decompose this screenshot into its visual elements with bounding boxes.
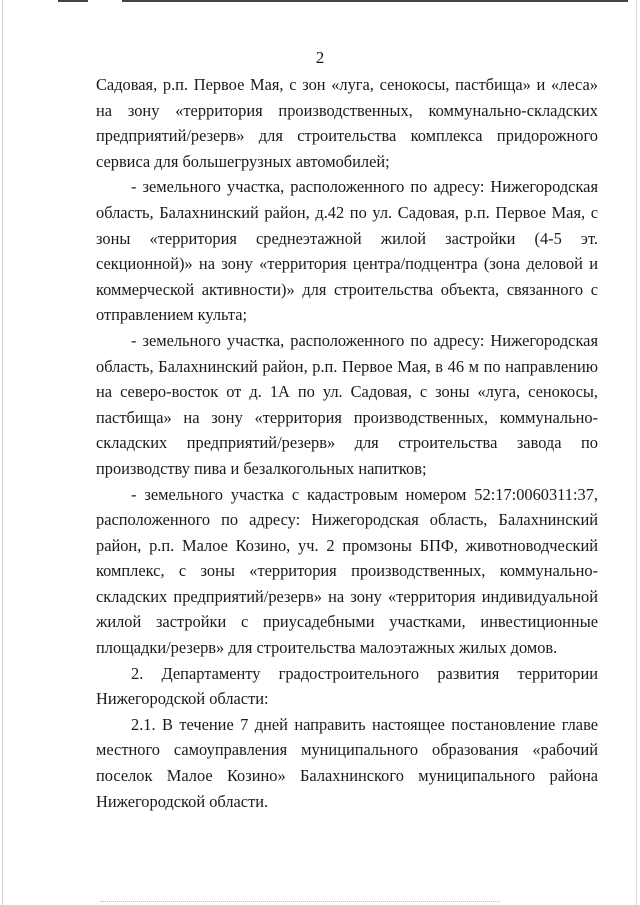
scan-artifact-top-line	[58, 0, 628, 2]
paragraph-land-plot-46m-northeast: - земельного участка, расположенного по адресу: Нижегородская область, Балахнинский район, р.п. Первое Мая, в 46 м по направлению на северо-восток от д. 1А по ул. Садовая, с зоны «луга, сенокосы, пастбища» на зону «территория производственных, коммунально-складских предприятий/резерв» для строительства завода по производству пива и безалкогольных напитков;	[96, 330, 598, 478]
scan-edge-right	[636, 0, 637, 905]
paragraph-continuation: Садовая, р.п. Первое Мая, с зон «луга, сенокосы, пастбища» и «леса» на зону «территория производственных, коммунально-складских предприятий/резерв» для строительства комплекса придорожного сервиса для большегрузных автомобилей;	[96, 75, 598, 171]
paragraph-land-plot-sadovaya-42: - земельного участка, расположенного по адресу: Нижегородская область, Балахнинский район, д.42 по ул. Садовая, р.п. Первое Мая, с зоны «территория среднеэтажной жилой застройки (4-5 эт. секционной)» на зону «территория центра/подцентра (зона деловой и коммерческой активности)» для строительства объекта, связанного с отправлением культа;	[96, 177, 598, 325]
paragraph-land-plot-cadastral: - земельного участка с кадастровым номером 52:17:0060311:37, расположенного по адресу: Нижегородская область, Балахнинский район, р.п. Малое Козино, уч. 2 промзоны БПФ, животноводческий комплекс, с зоны «территория производственных, коммунально-складских предприятий/резерв» на зону «территория индивидуальной жилой застройки с приусадебными участками, инвестиционные площадки/резерв» для строительства малоэтажных жилых домов.	[96, 484, 598, 658]
document-body	[96, 72, 598, 814]
paragraph-item-2: 2. Департаменту градостроительного развития территории Нижегородской области:	[96, 663, 598, 709]
page-number: 2	[315, 48, 325, 67]
scan-artifact-bottom	[100, 901, 500, 905]
scan-edge-left	[2, 0, 3, 905]
paragraph-item-2-1: 2.1. В течение 7 дней направить настоящее постановление главе местного самоуправления муниципального образования «рабочий поселок Малое Козино» Балахнинского муниципального района Нижегородской области.	[96, 714, 598, 811]
